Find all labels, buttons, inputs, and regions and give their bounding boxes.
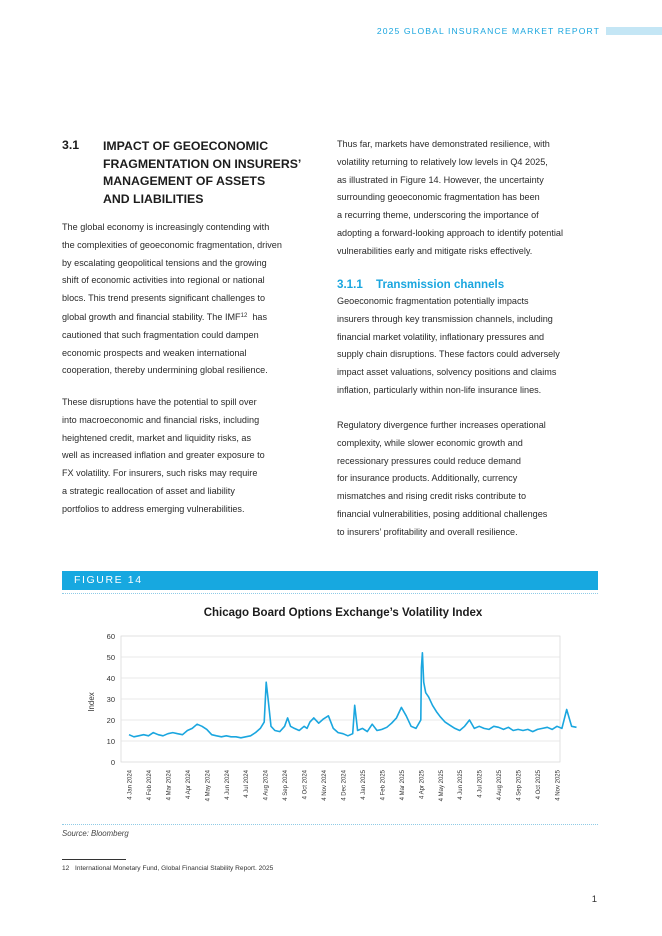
text-line: the complexities of geoeconomic fragmentation, driven <box>62 239 282 250</box>
text-line: Regulatory divergence further increases operational <box>337 420 546 430</box>
text-line: financial market volatility, inflationary pressures and <box>337 331 545 342</box>
left-paragraph-1 <box>62 219 320 380</box>
text-line: cautioned that such fragmentation could dampen <box>62 329 259 340</box>
text-line: supply chain disruptions. These factors could adversely <box>337 349 560 360</box>
text-line: financial vulnerabilities, posing additional challenges <box>337 508 548 519</box>
x-tick-label: 4 Feb 2025 <box>380 770 387 801</box>
text-line: blocs. This trend presents significant challenges to <box>62 293 266 304</box>
section-title-line: FRAGMENTATION ON INSURERS’ <box>103 156 302 171</box>
text-line: a strategic reallocation of asset and liability <box>62 485 235 496</box>
text-line: recessionary pressures could reduce demand <box>337 455 521 466</box>
report-header-title: 2025 GLOBAL INSURANCE MARKET REPORT <box>376 26 600 36</box>
text-line: mismatches and rising credit risks contribute to <box>337 491 527 502</box>
text-line: FX volatility. For insurers, such risks may require <box>62 468 258 479</box>
subsection-title: Transmission channels <box>376 278 505 291</box>
x-tick-label: 4 Dec 2024 <box>341 770 348 801</box>
x-tick-label: 4 Oct 2025 <box>536 770 543 800</box>
text-line: impact asset valuations, solvency positions and claims <box>337 367 557 378</box>
figure-top-divider <box>62 593 598 594</box>
text-line: cooperation, thereby undermining global resilience. <box>62 365 268 376</box>
header-accent-bar <box>606 27 662 35</box>
x-tick-label: 4 Nov 2024 <box>322 770 329 801</box>
text-line: vulnerabilities early and mitigate risks effectively. <box>337 245 533 256</box>
footnote <box>62 865 273 872</box>
right-paragraph-2 <box>337 293 602 400</box>
footnote-text: International Monetary Fund, Global Financial Stability Report. 2025 <box>75 865 274 872</box>
x-tick-label: 4 Jun 2024 <box>224 770 231 800</box>
x-tick-label: 4 May 2024 <box>205 770 212 802</box>
footnote-number: 12 <box>62 865 70 872</box>
text-line: by escalating geopolitical tensions and the growing <box>62 257 267 268</box>
y-tick-label: 20 <box>106 716 115 725</box>
y-axis-ticks <box>107 632 115 767</box>
text-line: volatility returning to relatively low levels in Q4 2025, <box>337 156 548 167</box>
x-tick-label: 4 Aug 2024 <box>263 770 270 801</box>
text-line: complexity, while slower economic growth and <box>337 437 523 448</box>
text-segment: global growth and financial stability. The IMF <box>62 311 241 322</box>
text-line: The global economy is increasingly contending with <box>62 222 270 232</box>
x-tick-label: 4 Mar 2025 <box>399 770 406 801</box>
x-tick-label: 4 Feb 2024 <box>146 770 153 801</box>
y-tick-label: 0 <box>110 758 115 767</box>
chart-gridlines <box>121 657 560 741</box>
text-line: insurers through key transmission channels, including <box>337 313 553 324</box>
x-tick-label: 4 Apr 2025 <box>419 770 426 800</box>
section-number: 3.1 <box>62 138 80 152</box>
section-title <box>103 138 323 209</box>
figure-source: Source: Bloomberg <box>62 829 129 838</box>
text-segment: has <box>247 311 268 322</box>
x-tick-label: 4 Apr 2024 <box>185 770 192 800</box>
y-axis-label: Index <box>87 692 96 712</box>
right-paragraph-3 <box>337 417 602 542</box>
text-line: Thus far, markets have demonstrated resilience, with <box>337 139 550 149</box>
x-tick-label: 4 Nov 2025 <box>555 770 562 801</box>
vix-line-chart <box>62 596 598 824</box>
text-line: to insurers’ profitability and overall resilience. <box>337 526 518 537</box>
right-paragraph-1 <box>337 136 602 261</box>
text-line: shift of economic activities into regional or national <box>62 275 265 286</box>
text-line: as illustrated in Figure 14. However, the uncertainty <box>337 174 544 185</box>
x-tick-label: 4 Sep 2025 <box>516 770 523 801</box>
text-line: economic prospects and weaken international <box>62 347 247 358</box>
vix-series-line <box>129 653 577 738</box>
text-line: surrounding geoeconomic fragmentation has been <box>337 192 540 203</box>
section-title-line: AND LIABILITIES <box>103 192 204 207</box>
text-line: heightened credit, market and liquidity risks, as <box>62 432 252 443</box>
text-line: Geoeconomic fragmentation potentially impacts <box>337 296 529 306</box>
text-line: portfolios to address emerging vulnerabilities. <box>62 503 245 514</box>
figure-bottom-divider <box>62 824 598 825</box>
y-tick-label: 60 <box>106 632 115 641</box>
x-tick-label: 4 Jan 2024 <box>127 770 134 800</box>
x-tick-label: 4 Sep 2024 <box>283 770 290 801</box>
text-line: These disruptions have the potential to spill over <box>62 397 257 407</box>
x-tick-label: 4 May 2025 <box>438 770 445 802</box>
y-tick-label: 10 <box>106 737 115 746</box>
figure-label-bar <box>62 571 598 590</box>
section-title-line: IMPACT OF GEOECONOMIC <box>103 139 269 153</box>
text-line: adopting a forward-looking approach to identify potential <box>337 227 563 238</box>
x-tick-label: 4 Jul 2024 <box>244 770 251 798</box>
y-tick-label: 30 <box>106 695 115 704</box>
text-line <box>62 308 320 327</box>
footnote-ref[interactable]: 12 <box>240 312 248 319</box>
x-tick-label: 4 Mar 2024 <box>166 770 173 801</box>
y-tick-label: 50 <box>106 653 115 662</box>
page-number: 1 <box>591 894 597 905</box>
left-paragraph-2 <box>62 394 320 519</box>
subsection-number: 3.1.1 <box>337 278 363 291</box>
text-line: for insurance products. Additionally, currency <box>337 473 518 484</box>
chart-title: Chicago Board Options Exchange’s Volatility Index <box>203 607 483 619</box>
x-tick-label: 4 Jan 2025 <box>360 770 367 800</box>
y-tick-label: 40 <box>106 674 115 683</box>
text-line: into macroeconomic and financial risks, including <box>62 414 260 425</box>
x-axis-ticks <box>128 769 562 801</box>
footnote-rule <box>62 859 126 860</box>
x-tick-label: 4 Oct 2024 <box>302 770 309 800</box>
x-tick-label: 4 Jul 2025 <box>477 770 484 798</box>
x-tick-label: 4 Aug 2025 <box>497 770 504 801</box>
figure-label: FIGURE 14 <box>74 574 143 586</box>
text-line: a recurring theme, underscoring the importance of <box>337 210 539 221</box>
text-line: well as increased inflation and greater exposure to <box>62 450 265 461</box>
text-line: inflation, particularly within non-life insurance lines. <box>337 384 542 395</box>
x-tick-label: 4 Jun 2025 <box>458 770 465 800</box>
subsection-heading <box>337 278 504 291</box>
section-title-line: MANAGEMENT OF ASSETS <box>103 174 266 189</box>
